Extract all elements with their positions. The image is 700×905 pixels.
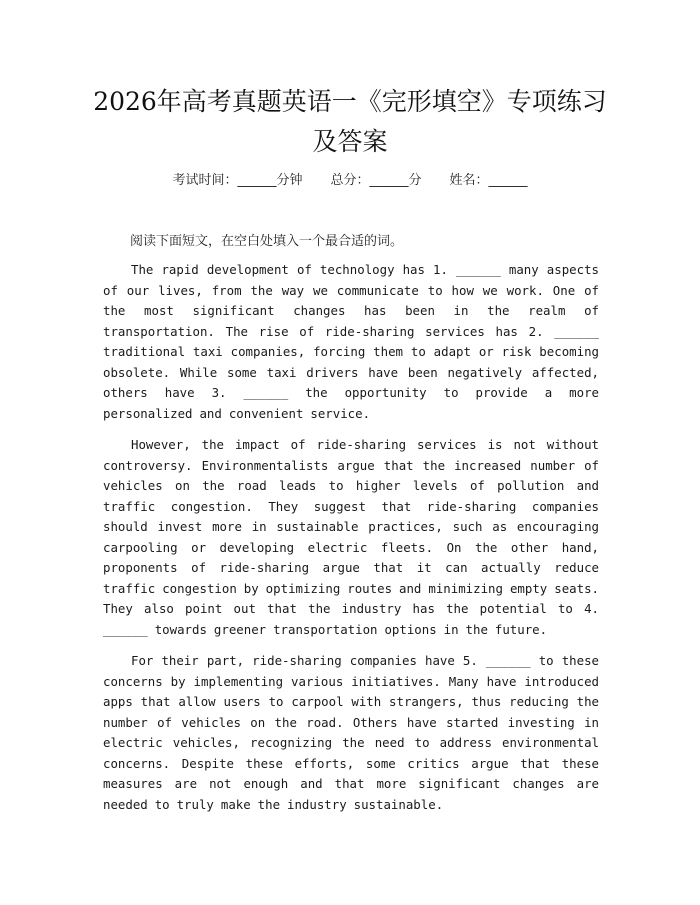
exam-time: 考试时间：______分钟 — [172, 173, 303, 188]
exam-info — [0, 169, 700, 188]
paragraph-1: The rapid development of technology has 1. ______ many aspects of our lives, from the way we communicate to how we work. One of the most significant changes has been in the realm of transportation. The rise of ride-sharing services has 2. ______ traditional taxi companies, forcing them to adapt or risk becoming obsolete. While some taxi drivers have been negatively affected, others have 3. ______ the opportunity to provide a more personalized and convenient service. — [103, 262, 599, 421]
paragraph-2: However, the impact of ride-sharing services is not without controversy. Environmentalists argue that the increased number of vehicles on the road leads to higher levels of pollution and traffic congestion. They suggest that ride-sharing companies should invest more in sustainable practices, such as encouraging carpooling or developing electric fleets. On the other hand, proponents of ride-sharing argue that it can actually reduce traffic congestion by optimizing routes and minimizing empty seats. They also point out that the industry has the potential to 4. ______ towards greener transportation options in the future. — [103, 437, 599, 637]
instruction: 阅读下面短文，在空白处填入一个最合适的词。 — [130, 234, 404, 249]
student-name: 姓名：______ — [449, 173, 528, 188]
page-title: 2026年高考真题英语一《完形填空》专项练习及答案 — [93, 87, 607, 156]
passage — [103, 260, 599, 826]
paragraph-3: For their part, ride-sharing companies have 5. ______ to these concerns by implementing various initiatives. Many have introduced apps that allow users to carpool with strangers, thus reducing the number of vehicles on the road. Others have started investing in electric vehicles, recognizing the need to address environmental concerns. Despite these efforts, some critics argue that these measures are not enough and that more significant changes are needed to truly make the industry sustainable. — [103, 653, 599, 812]
exam-score: 总分：______分 — [330, 173, 422, 188]
